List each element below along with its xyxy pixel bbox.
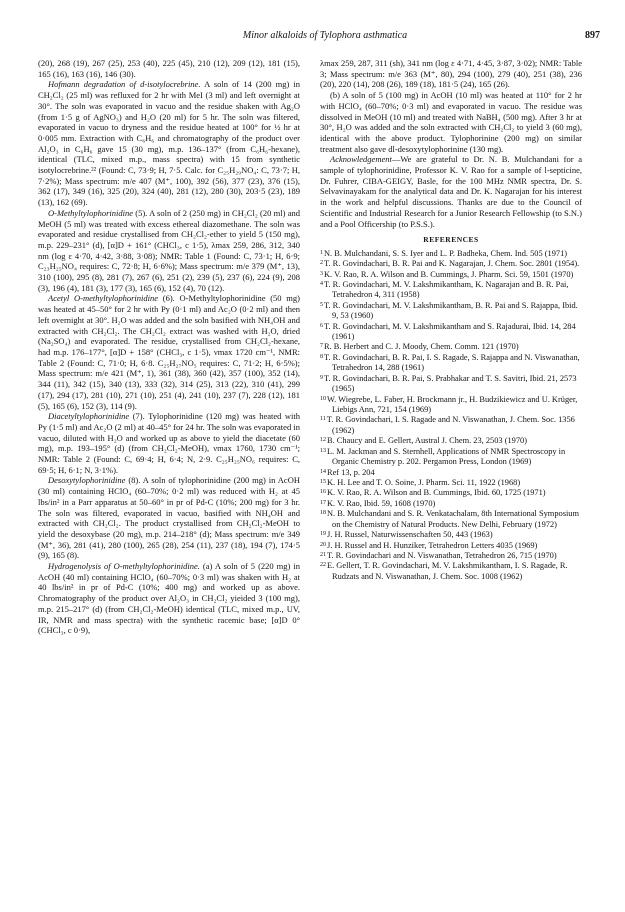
reference-text: J. H. Russel and H. Hunziker, Tetrahedron Letters 4035 (1969) xyxy=(327,540,538,550)
paragraph-hofmann-degradation: Hofmann degradation of d-isotylocrebrine. A soln of 14 (200 mg) in CH₂Cl₂ (25 ml) was refluxed for 2 hr with MeI (3 ml) and left overnight at 30°. The soln was evaporated in vacuo and the residue shaken with Ag₂O (from 1·5 g of AgNO₃) and H₂O (20 ml) for 5 hr. The soln was filtered, evaporated in vacuo to dryness and the residue heated at 100° for ½ hr at 0·005 mm. Extraction with C₆H₆ and chromatography of the product over Al₂O₃ in C₆H₆ gave 15 (30 mg), m.p. 136–137° (from C₆H₆-hexane), identical (TLC, mixed m.p., mass spectra) with 15 from synthetic isotylocrebrine.²² (Found: C, 73·9; H, 7·5. Calc. for C₂₅H₂₉NO₄: C, 73·7; H, 7·2%); Mass spectrum: m/e 407 (M⁺, 100), 392 (56), 377 (23), 376 (15), 362 (17), 349 (16), 325 (20), 324 (40), 281 (12), 280 (30), 203·5 (23), 189 (13), 162 (69). xyxy=(38,79,301,208)
acknowledgement: Acknowledgement—We are grateful to Dr. N. B. Mulchandani for a sample of tylophorinidine, Professor K. V. Rao for a sample of l-septicine, Dr. Fuhrer, CIBA-GEIGY, Basle, for the 100 MHz NMR spectra, Dr. S. Selvavinayakam for the analytical data and Dr. K. Nagarajan for his interest in the work and helpful discussions. Thanks are due to the Council of Scientific and Industrial Research for a Junior Research Fellowship (to S.N.) and a Pool Officership (to P.S.S.). xyxy=(320,154,582,229)
reference-number: 21 xyxy=(320,551,326,558)
paragraph-heading: Hydrogenolysis of O-methyltylophorinidine. xyxy=(48,561,200,572)
reference-number: 9 xyxy=(320,374,323,381)
reference-item xyxy=(320,530,582,540)
reference-text: K. V. Rao, R. A. Wilson and B. Cummings, J. Pharm. Sci. 59, 1501 (1970) xyxy=(324,269,574,279)
reference-text: L. M. Jackman and S. Sternhell, Applications of NMR Spectroscopy in Organic Chemistry p. 202. Pergamon Press, London (1969) xyxy=(327,446,566,467)
reference-number: 17 xyxy=(320,499,326,506)
reference-text: E. Gellert, T. R. Govindachari, M. V. Lakshmikantham, I. S. Ragade, R. Rudzats and N. Viswanathan, J. Chem. Soc. 1008 (1962) xyxy=(327,561,568,581)
reference-item xyxy=(320,342,582,352)
reference-number: 18 xyxy=(320,510,326,517)
reference-text: N. B. Mulchandani and S. R. Venkatachalam, 8th International Symposium on the Chemistry of Natural Products. New Delhi, February (1972) xyxy=(327,509,579,529)
reference-text: T. R. Govindachari, B. R. Pai, S. Prabhakar and T. S. Savitri, Ibid. 21, 2573 (1965) xyxy=(324,373,577,394)
paragraph-heading: Hofmann degradation of d-isotylocrebrine. xyxy=(48,79,201,90)
paragraph-hydrogenolysis: Hydrogenolysis of O-methyltylophorinidine. (a) A soln of 5 (220 mg) in AcOH (40 ml) containing HClO₄ (60–70%; 0·3 ml) was shaken with H₂ at 40 lbs/in² in pr of Pd-C (10%; 400 mg) and worked up as above. Chromatography of the product over Al₂O₃ in CH₂Cl₂ yieided 3 (100 mg), m.p. 215–217° (d) (from CH₂Cl₂-MeOH) identical (TLC, mixed m.p., UV, IR, NMR and mass spectra) with the synthetic racemic base; [α]D 0° (CHCl₃, c 0·9), xyxy=(38,561,300,636)
reference-text: T. R. Govindachari, I. S. Ragade and N. Viswanathan, J. Chem. Soc. 1356 (1962) xyxy=(326,415,575,435)
reference-number: 13 xyxy=(320,447,326,454)
reference-number: 1 xyxy=(320,249,323,256)
paragraph-desoxytylophorinidine: Desoxytylophorinidine (8). A soln of tylophorinidine (200 mg) in AcOH (30 ml) containing HClO₄ (60–70%; 0·2 ml) was reduced with H₂ at 45 lbs/in² in a Parr apparatus at 50–60° in pr of Pd-C (10%; 200 mg) for 3 hr. The soln was filtered, evaporated in vacuo, basified with NH₄OH and extracted with CH₂Cl₂. The product crystallised from CH₂Cl₂-MeOH to yield the desoxybase (20 mg), m.p. 214–218° (d); Mass spectrum: m/e 349 (M⁺, 36), 281 (41), 280 (100), 265 (28), 254 (11), 237 (18), 194 (7), 174·5 (9), 165 (8). xyxy=(38,475,300,561)
reference-number: 7 xyxy=(320,343,323,350)
reference-number: 20 xyxy=(320,541,326,548)
page-header xyxy=(50,30,600,44)
reference-number: 3 xyxy=(320,270,323,277)
reference-number: 22 xyxy=(320,562,326,569)
reference-number: 5 xyxy=(320,301,323,308)
reference-item xyxy=(320,561,582,582)
reference-item xyxy=(320,259,582,269)
left-column xyxy=(38,58,300,636)
paragraph-heading: Acetyl O-methyltylophorinidine xyxy=(48,293,159,304)
reference-text: K. V. Rao, Ibid. 59, 1608 (1970) xyxy=(327,498,436,508)
reference-item xyxy=(320,436,582,446)
reference-text: N. B. Mulchandani, S. S. Iyer and L. P. Badheka, Chem. Ind. 505 (1971) xyxy=(324,248,568,258)
paragraph-o-methyltylophorinidine: O-Methyltylophorinidine (5). A soln of 2 (250 mg) in CH₂Cl₂ (20 ml) and MeOH (5 ml) was treated with excess ethereal diazomethane. The soln was evaporated and residue crystallised from CH₂Cl₂-ether to yield 5 (150 mg), m.p. 229–231° (d), [α]D + 161° (CHCl₃, c 1·5), λmax 259, 286, 312, 340 nm (log ε 4·70, 4·42, 3·88, 3·08); NMR: Table 1 (Found: C, 73·1; H, 6·9; C₂₃H₂₅NO₄ requires: C, 72·8; H, 6·6%); Mass spectrum: m/e 379 (M⁺, 13), 310 (100), 295 (8), 281 (7), 267 (6), 251 (2), 239 (5), 237 (6), 224 (9), 208 (3), 196 (4), 181 (3), 177 (3), 165 (6), 152 (4), 70 (12). xyxy=(38,207,300,293)
reference-number: 12 xyxy=(320,437,326,444)
reference-number: 10 xyxy=(320,395,326,402)
reference-text: T. R. Govindachari, M. V. Lakshmikantham, K. Nagarajan and B. R. Pai, Tetrahedron 4, 311 (1958) xyxy=(324,279,569,300)
paragraph-continuation: (20), 268 (19), 267 (25), 253 (40), 225 (45), 210 (12), 209 (12), 181 (15), 165 (16), 163 (16), 146 (30). xyxy=(38,58,300,79)
reference-text: Ref 13, p. 204 xyxy=(327,467,375,477)
reference-item xyxy=(320,541,582,551)
reference-item xyxy=(320,509,582,530)
reference-number: 19 xyxy=(320,531,326,538)
reference-text: K. V. Rao, R. A. Wilson and B. Cummings, Ibid. 60, 1725 (1971) xyxy=(327,488,546,498)
running-title: Minor alkaloids of Tylophora asthmatica xyxy=(242,30,408,41)
paragraph-continuation: λmax 259, 287, 311 (sh), 341 nm (log ε 4·71, 4·45, 3·87, 3·02); NMR: Table 3; Mass spectrum: m/e 363 (M⁺, 80), 294 (100), 279 (40), 251 (38), 236 (20), 220 (14), 208 (26), 189 (18), 181·5 (24), 165 (26). xyxy=(320,58,582,90)
reference-number: 16 xyxy=(320,489,326,496)
reference-number: 2 xyxy=(320,260,323,267)
reference-number: 14 xyxy=(320,468,326,475)
reference-item xyxy=(320,270,582,280)
reference-item xyxy=(320,301,582,322)
paragraph-heading: Desoxytylophorinidine xyxy=(48,475,126,486)
paragraph-heading: Diacetyltylophorinidine xyxy=(48,411,130,422)
reference-item xyxy=(320,478,582,488)
reference-text: W. Wiegrebe, L. Faber, H. Brockmann jr., H. Budzikiewicz and U. Krüger, Liebigs Ann, 721, 154 (1969) xyxy=(327,394,578,415)
reference-list xyxy=(320,249,582,583)
reference-text: T. R. Govindachari, B. R. Pai, I. S. Ragade, S. Rajappa and N. Viswanathan, Tetrahedron 14, 288 (1961) xyxy=(324,352,580,373)
reference-item xyxy=(320,249,582,259)
reference-text: K. H. Lee and T. O. Soine, J. Pharm. Sci. 11, 1922 (1968) xyxy=(327,477,521,487)
reference-item xyxy=(320,415,582,436)
reference-text: T. R. Govindachari and N. Viswanathan, Tetrahedron 26, 715 (1970) xyxy=(327,550,557,560)
paragraph-part-b: (b) A soln of 5 (100 mg) in AcOH (10 ml) was heated at 110° for 2 hr with HClO₄ (60–70%; 0·3 ml) and evaporated in vacuo. The residue was dissolved in MeOH (10 ml) and treated with NaBH₄ (500 mg). After 3 hr at 30°, H₂O was added and the soln extracted with CH₂Cl₂ to yield 3 (60 mg), identical with the above product. Tylophorinine (200 mg) on similar treatment also gave dl-desoxytylophorinine (130 mg). xyxy=(320,90,582,154)
reference-item xyxy=(320,353,582,374)
reference-item xyxy=(320,468,582,478)
reference-text: R. B. Herbert and C. J. Moody, Chem. Comm. 121 (1970) xyxy=(324,342,519,352)
reference-text: B. Chaucy and E. Gellert, Austral J. Chem. 23, 2503 (1970) xyxy=(327,436,528,446)
reference-item xyxy=(320,322,582,343)
acknowledgement-heading: Acknowledgement xyxy=(330,154,392,165)
right-column xyxy=(320,58,582,582)
reference-item xyxy=(320,447,582,468)
references-heading: REFERENCES xyxy=(423,235,479,245)
paragraph-heading: O-Methyltylophorinidine xyxy=(48,207,133,218)
reference-text: J. H. Russel, Naturwissenschaften 50, 443 (1963) xyxy=(327,530,493,540)
reference-number: 11 xyxy=(320,416,326,423)
reference-number: 8 xyxy=(320,353,323,360)
reference-number: 6 xyxy=(320,322,323,329)
reference-item xyxy=(320,374,582,395)
page-number: 897 xyxy=(585,30,600,41)
reference-text: T. R. Govindachari, B. R. Pai and K. Nagarajan, J. Chem. Soc. 2801 (1954). xyxy=(324,259,580,269)
reference-item xyxy=(320,551,582,561)
reference-item xyxy=(320,280,582,301)
reference-text: T. R. Govindachari, M. V. Lakshmikantham, B. R. Pai and S. Rajappa, Ibid. 9, 53 (1960) xyxy=(324,300,578,321)
reference-item xyxy=(320,488,582,498)
reference-item xyxy=(320,499,582,509)
reference-item xyxy=(320,395,582,416)
paragraph-acetyl-o-methyltylophorinidine: Acetyl O-methyltylophorinidine (6). O-Methyltylophorinidine (50 mg) was heated at 45–50° for 2 hr with Py (0·1 ml) and Ac₂O (0·2 ml) and then left overnight at 30°. H₂O was added and the soln basified with NH₄OH and extracted with CH₂Cl₂. The CH₂Cl₂ extract was washed with H₂O, dried (Na₂SO₄) and evaporated. The residue, crystallised from CH₂Cl₂-hexane, had m.p. 176–177°, [α]D + 158° (CHCl₃, c 1·5), νmax 1720 cm⁻¹, NMR: Table 2 (Found: C, 71·0; H, 6·8. C₂₅H₂₇NO₅ requires: C, 71·2; H, 6·5%); Mass spectrum: m/e 421 (M⁺, 1), 361 (38), 360 (42), 357 (100), 352 (14), 344 (11), 342 (15), 340 (13), 333 (32), 314 (25), 313 (22), 310 (41), 299 (17), 294 (17), 281 (10), 271 (10), 251 (4), 241 (10), 237 (7), 228 (12), 181 (5), 165 (6), 152 (3), 114 (9). xyxy=(38,293,300,411)
paragraph-diacetyltylophorinidine: Diacetyltylophorinidine (7). Tylophorinidine (120 mg) was heated with Py (1·5 ml) and Ac₂O (2 ml) at 40–45° for 24 hr. The soln was evaporated in vacuo, diluted with H₂O and worked up as above to yield the diacetate (60 mg), m.p. 193–195° (d) (from CH₂Cl₂-MeOH), νmax 1760, 1730 cm⁻¹; NMR: Table 2 (Found: C, 69·4; H, 6·4; N, 2·9. C₂₅H₂₅NO₆ requires: C, 69·5; H, 6·1; N, 3·1%). xyxy=(38,411,300,475)
reference-number: 15 xyxy=(320,478,326,485)
reference-number: 4 xyxy=(320,280,323,287)
reference-text: T. R. Govindachari, M. V. Lakshmikantham and S. Rajadurai, Ibid. 14, 284 (1961) xyxy=(324,321,576,342)
